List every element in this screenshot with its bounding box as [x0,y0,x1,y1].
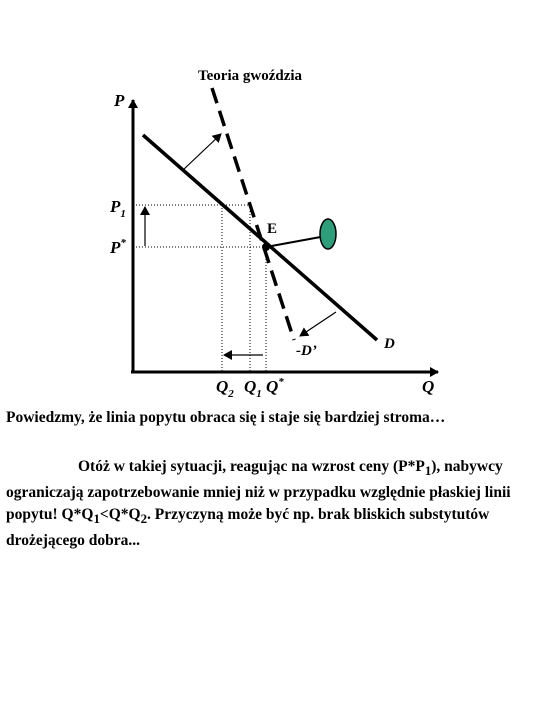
quantity-label-qstar: Q* [266,376,284,396]
diagram-title: Teoria gwoździa [198,68,303,84]
curve-label-rotated: -D’ [296,343,317,359]
price-label-p1: $P_1$ [110,197,126,220]
intro-text: Powiedzmy, że linia popytu obraca się i staje się bardziej stroma… [6,409,446,426]
explanation-sub-b: 1 [93,511,100,527]
explanation-part-b: ), nabywcy ograniczają zapotrzebowanie mniej niż w przypadku względnie płaskiej linii popytu! Q*Q [6,458,511,524]
rotation-arrow-upper [183,134,221,170]
quantity-label-q1: $Q_1$ [244,377,262,400]
point-label-e: E [267,221,278,237]
explanation-part-a: Otóż w takiej sytuacji, reagując na wzrost ceny (P*P [78,458,425,475]
equilibrium-point [262,243,270,251]
explanation-part-c: <Q*Q [99,506,141,524]
explanation-part-d: . Przyczyną może być np. brak bliskich substytutów drożejącego dobra... [6,506,490,550]
quantity-label-q2: $Q_2$ [216,377,234,400]
curve-label-d: D [384,336,395,352]
rotation-arrow-lower [300,312,336,336]
guide-lines [133,205,266,372]
explanation-sub-c: 2 [140,511,148,527]
explanation-sub-a: 1 [424,463,432,479]
nail-head-icon [320,219,336,249]
price-label-pstar: P* [110,237,126,257]
x-axis-label: Q [422,377,435,396]
y-axis-label: P [114,91,125,110]
demand-line-rotated [212,88,294,340]
explanation-text [6,456,534,552]
nail-shaft [266,236,326,247]
